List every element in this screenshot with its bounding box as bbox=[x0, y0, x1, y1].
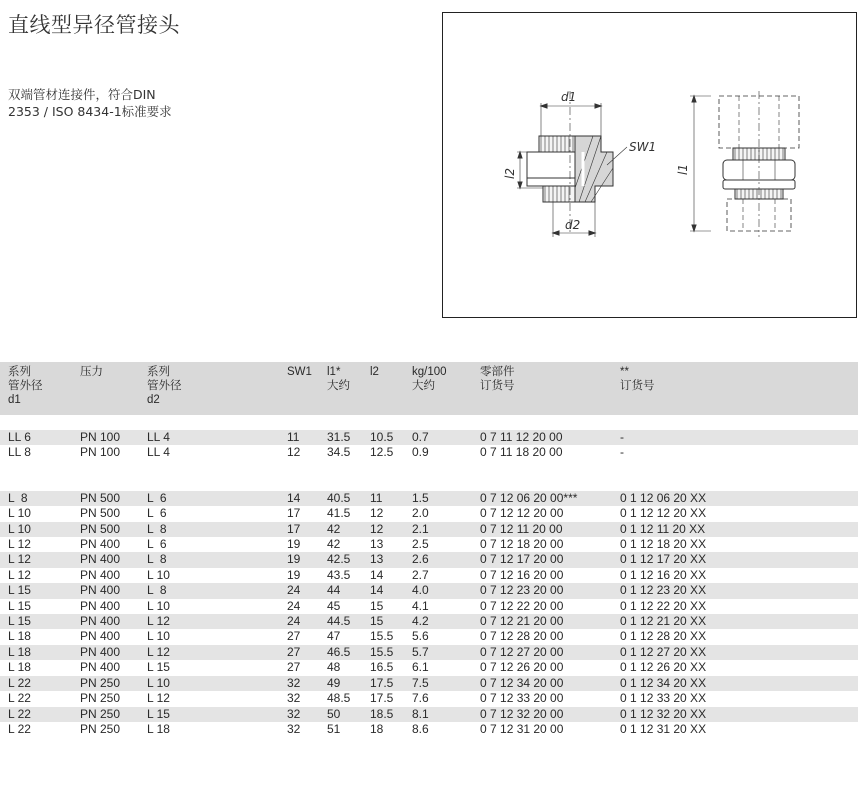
table-cell: 0 1 12 31 20 XX bbox=[620, 721, 707, 736]
table-cell: 2.0 bbox=[412, 506, 429, 521]
label-l1: l1 bbox=[676, 164, 690, 175]
column-header bbox=[620, 362, 858, 415]
table-cell: 0 1 12 06 20 XX bbox=[620, 491, 858, 506]
column-header bbox=[370, 362, 412, 415]
table-cell: 24 bbox=[287, 598, 301, 613]
table-cell: PN 100 bbox=[80, 445, 121, 460]
column-header-line: 管外径 bbox=[8, 380, 43, 392]
column-header-line: l1* bbox=[327, 366, 341, 378]
table-cell: 17.5 bbox=[370, 676, 412, 691]
table-cell: 19 bbox=[287, 567, 301, 582]
table-cell: 0 1 12 26 20 XX bbox=[620, 660, 707, 675]
table-cell: 15.5 bbox=[370, 629, 394, 644]
table-cell: L 12 bbox=[8, 537, 31, 552]
table-cell: PN 400 bbox=[80, 645, 147, 660]
label-l2: l2 bbox=[503, 168, 517, 179]
table-cell: L 22 bbox=[8, 721, 31, 736]
table-cell: 34.5 bbox=[327, 445, 351, 460]
table-cell: 40.5 bbox=[327, 491, 370, 506]
table-cell: PN 250 bbox=[80, 676, 147, 691]
column-header-line: 零部件 bbox=[480, 366, 515, 378]
table-cell: 0 7 12 23 20 00 bbox=[480, 583, 620, 598]
table-cell: 32 bbox=[287, 707, 327, 722]
table-cell: 27 bbox=[287, 629, 301, 644]
table-cell: 4.2 bbox=[412, 614, 480, 629]
table-cell: PN 400 bbox=[80, 567, 121, 582]
table-cell: PN 250 bbox=[80, 707, 147, 722]
table-cell: 46.5 bbox=[327, 645, 370, 660]
column-header-line: 压力 bbox=[80, 366, 103, 378]
column-header-line: SW1 bbox=[287, 366, 312, 378]
table-cell: PN 400 bbox=[80, 552, 147, 567]
table-cell: PN 500 bbox=[80, 506, 121, 521]
table-cell: L 8 bbox=[147, 522, 287, 537]
table-cell: 27 bbox=[287, 660, 301, 675]
table-cell: 12 bbox=[287, 445, 301, 460]
column-header-line: kg/100 bbox=[412, 366, 447, 378]
table-cell: 15.5 bbox=[370, 645, 412, 660]
table-cell: 6.1 bbox=[412, 660, 429, 675]
table-cell: 0 1 12 17 20 XX bbox=[620, 552, 858, 567]
table-cell: 44 bbox=[327, 583, 370, 598]
table-cell: 7.5 bbox=[412, 676, 480, 691]
label-d2: d2 bbox=[565, 218, 581, 232]
table-cell: PN 250 bbox=[80, 721, 121, 736]
table-row bbox=[0, 707, 858, 722]
description-line: 2353 / ISO 8434-1标准要求 bbox=[8, 104, 172, 119]
table-cell: 17 bbox=[287, 506, 301, 521]
table-cell: PN 400 bbox=[80, 660, 121, 675]
table-cell: 0 7 12 33 20 00 bbox=[480, 691, 564, 706]
table-cell: 2.7 bbox=[412, 567, 429, 582]
table-cell: 0 7 12 17 20 00 bbox=[480, 552, 620, 567]
table-cell: PN 400 bbox=[80, 614, 147, 629]
table-cell: L 8 bbox=[147, 552, 287, 567]
table-cell: L 12 bbox=[147, 614, 287, 629]
table-cell: L 18 bbox=[0, 645, 80, 660]
column-header bbox=[412, 362, 480, 415]
table-cell: 27 bbox=[287, 645, 327, 660]
table-cell: PN 400 bbox=[80, 629, 121, 644]
table-cell: 0 7 12 34 20 00 bbox=[480, 676, 620, 691]
table-cell: L 6 bbox=[147, 491, 287, 506]
table-cell: L 10 bbox=[0, 522, 80, 537]
table-cell: 10.5 bbox=[370, 430, 412, 445]
table-cell: PN 250 bbox=[80, 691, 121, 706]
table-cell: 0 7 12 26 20 00 bbox=[480, 660, 564, 675]
table-cell: PN 400 bbox=[80, 583, 147, 598]
parts-table bbox=[0, 362, 858, 737]
table-cell: 42.5 bbox=[327, 552, 370, 567]
column-header-line: 大约 bbox=[412, 380, 435, 392]
table-cell: 0 1 12 33 20 XX bbox=[620, 691, 707, 706]
table-cell: 47 bbox=[327, 629, 341, 644]
table-row bbox=[0, 568, 858, 583]
table-cell: PN 500 bbox=[80, 522, 147, 537]
assembled-view bbox=[676, 91, 799, 237]
column-header-line: 订货号 bbox=[480, 380, 515, 392]
column-header bbox=[327, 362, 370, 415]
table-cell: 14 bbox=[370, 567, 384, 582]
table-cell: 14 bbox=[370, 583, 412, 598]
spacer-row bbox=[0, 476, 858, 491]
column-header-line: d1 bbox=[8, 394, 21, 406]
table-row bbox=[0, 599, 858, 614]
table-cell: 42 bbox=[327, 522, 370, 537]
table-cell: 15 bbox=[370, 614, 412, 629]
table-cell: 0 7 12 31 20 00 bbox=[480, 721, 564, 736]
label-d1: d1 bbox=[561, 90, 577, 104]
table-cell: 2.6 bbox=[412, 552, 480, 567]
table-cell: L 12 bbox=[147, 645, 287, 660]
fitting-drawing-svg bbox=[443, 13, 856, 317]
table-cell: 19 bbox=[287, 537, 301, 552]
table-row bbox=[0, 660, 858, 675]
table-cell: 7.6 bbox=[412, 691, 429, 706]
column-header bbox=[0, 362, 80, 415]
table-cell: L 22 bbox=[8, 691, 31, 706]
table-row bbox=[0, 430, 858, 445]
column-header-line: 系列 bbox=[8, 366, 31, 378]
table-cell: 13 bbox=[370, 552, 412, 567]
table-row bbox=[0, 629, 858, 644]
table-cell: L 15 bbox=[8, 598, 31, 613]
table-row bbox=[0, 537, 858, 552]
product-description bbox=[8, 86, 208, 120]
table-cell: 8.6 bbox=[412, 721, 429, 736]
table-cell: 0 1 12 18 20 XX bbox=[620, 537, 707, 552]
technical-drawing bbox=[442, 12, 857, 318]
table-cell: 0 1 12 34 20 XX bbox=[620, 676, 858, 691]
table-row bbox=[0, 506, 858, 521]
table-cell: L 18 bbox=[8, 660, 31, 675]
table-cell: 2.1 bbox=[412, 522, 480, 537]
table-cell: 14 bbox=[287, 491, 327, 506]
spacer-row bbox=[0, 415, 858, 430]
table-header-row bbox=[0, 362, 858, 415]
table-cell: 45 bbox=[327, 598, 341, 613]
table-cell: PN 500 bbox=[80, 491, 147, 506]
column-header bbox=[287, 362, 327, 415]
table-cell: 0 7 12 06 20 00*** bbox=[480, 491, 620, 506]
table-row bbox=[0, 583, 858, 598]
table-cell: L 12 bbox=[8, 567, 31, 582]
table-cell: L 10 bbox=[147, 598, 170, 613]
table-cell: 48 bbox=[327, 660, 341, 675]
table-cell: L 6 bbox=[147, 506, 167, 521]
table-cell: L 15 bbox=[0, 583, 80, 598]
table-cell: 12.5 bbox=[370, 445, 394, 460]
table-cell: 4.0 bbox=[412, 583, 480, 598]
table-cell: 17 bbox=[287, 522, 327, 537]
table-cell: 1.5 bbox=[412, 491, 480, 506]
table-cell: 32 bbox=[287, 721, 301, 736]
table-cell: 32 bbox=[287, 676, 327, 691]
table-cell: PN 400 bbox=[80, 598, 121, 613]
table-cell: L 10 bbox=[147, 629, 170, 644]
table-cell: LL 8 bbox=[8, 445, 31, 460]
table-cell: 18.5 bbox=[370, 707, 412, 722]
label-sw1: SW1 bbox=[629, 140, 657, 154]
table-cell: L 22 bbox=[0, 676, 80, 691]
table-cell: 0 7 12 11 20 00 bbox=[480, 522, 620, 537]
table-row bbox=[0, 722, 858, 737]
table-cell: 19 bbox=[287, 552, 327, 567]
table-cell: 0 7 12 18 20 00 bbox=[480, 537, 564, 552]
table-cell: 12 bbox=[370, 506, 384, 521]
table-cell: L 6 bbox=[147, 537, 167, 552]
column-header-line: 管外径 bbox=[147, 380, 182, 392]
table-cell: L 10 bbox=[147, 676, 287, 691]
table-cell: 44.5 bbox=[327, 614, 370, 629]
column-header-line: 订货号 bbox=[620, 380, 655, 392]
column-header-line: ** bbox=[620, 366, 629, 378]
table-cell: 43.5 bbox=[327, 567, 351, 582]
table-cell: 5.6 bbox=[412, 629, 429, 644]
table-cell: 0 7 12 28 20 00 bbox=[480, 629, 564, 644]
table-cell: 0.9 bbox=[412, 445, 429, 460]
table-cell: 0 7 12 32 20 00 bbox=[480, 707, 620, 722]
table-cell: 15 bbox=[370, 598, 384, 613]
table-cell: L 12 bbox=[0, 552, 80, 567]
table-cell: 8.1 bbox=[412, 707, 480, 722]
table-cell: 32 bbox=[287, 691, 301, 706]
table-cell: L 8 bbox=[147, 583, 287, 598]
table-cell: 0 7 12 16 20 00 bbox=[480, 567, 564, 582]
table-cell: L 10 bbox=[147, 567, 170, 582]
table-row bbox=[0, 691, 858, 706]
table-cell: 17.5 bbox=[370, 691, 394, 706]
table-cell: L 8 bbox=[0, 491, 80, 506]
table-cell: 13 bbox=[370, 537, 384, 552]
table-cell: 11 bbox=[287, 430, 327, 445]
table-cell: 0 1 12 28 20 XX bbox=[620, 629, 707, 644]
table-cell: 16.5 bbox=[370, 660, 394, 675]
column-header bbox=[80, 362, 147, 415]
table-cell: 0 7 12 21 20 00 bbox=[480, 614, 620, 629]
table-cell: 11 bbox=[370, 491, 412, 506]
table-row bbox=[0, 445, 858, 460]
table-cell: 0.7 bbox=[412, 430, 480, 445]
table-cell: 0 1 12 32 20 XX bbox=[620, 707, 858, 722]
table-cell: L 12 bbox=[147, 691, 170, 706]
table-row bbox=[0, 552, 858, 567]
table-cell: LL 4 bbox=[147, 445, 170, 460]
table-cell: - bbox=[620, 430, 858, 445]
table-cell: L 18 bbox=[8, 629, 31, 644]
table-cell: LL 6 bbox=[0, 430, 80, 445]
table-cell: 0 1 12 22 20 XX bbox=[620, 598, 707, 613]
column-header-line: d2 bbox=[147, 394, 160, 406]
description-line: 双端管材连接件，符合DIN bbox=[8, 87, 156, 102]
column-header-line: 大约 bbox=[327, 380, 350, 392]
table-cell: 51 bbox=[327, 721, 341, 736]
table-cell: PN 400 bbox=[80, 537, 121, 552]
table-cell: - bbox=[620, 445, 624, 460]
table-cell: 49 bbox=[327, 676, 370, 691]
table-cell: 48.5 bbox=[327, 691, 351, 706]
table-cell: PN 100 bbox=[80, 430, 147, 445]
table-cell: 0 1 12 27 20 XX bbox=[620, 645, 858, 660]
table-cell: 4.1 bbox=[412, 598, 429, 613]
table-cell: 0 1 12 16 20 XX bbox=[620, 567, 707, 582]
table-row bbox=[0, 614, 858, 629]
table-cell: 0 7 12 27 20 00 bbox=[480, 645, 620, 660]
table-cell: 0 1 12 11 20 XX bbox=[620, 522, 858, 537]
table-cell: 0 7 12 12 20 00 bbox=[480, 506, 564, 521]
table-cell: 0 1 12 21 20 XX bbox=[620, 614, 858, 629]
table-cell: 0 1 12 23 20 XX bbox=[620, 583, 858, 598]
column-header-line: l2 bbox=[370, 366, 379, 378]
page-title: 直线型异径管接头 bbox=[8, 13, 180, 37]
table-cell: 5.7 bbox=[412, 645, 480, 660]
table-cell: L 15 bbox=[147, 707, 287, 722]
table-cell: L 22 bbox=[0, 707, 80, 722]
column-header-line: 系列 bbox=[147, 366, 170, 378]
table-cell: L 18 bbox=[147, 721, 170, 736]
table-cell: 0 1 12 12 20 XX bbox=[620, 506, 707, 521]
table-cell: 42 bbox=[327, 537, 341, 552]
table-cell: 18 bbox=[370, 721, 384, 736]
table-cell: 0 7 12 22 20 00 bbox=[480, 598, 564, 613]
table-row bbox=[0, 491, 858, 506]
table-cell: 31.5 bbox=[327, 430, 370, 445]
table-cell: 0 7 11 18 20 00 bbox=[480, 445, 563, 460]
table-cell: 24 bbox=[287, 614, 327, 629]
table-row bbox=[0, 676, 858, 691]
column-header bbox=[480, 362, 620, 415]
table-cell: 50 bbox=[327, 707, 370, 722]
table-cell: L 15 bbox=[0, 614, 80, 629]
table-cell: 12 bbox=[370, 522, 412, 537]
column-header bbox=[147, 362, 287, 415]
table-cell: L 15 bbox=[147, 660, 170, 675]
table-cell: 24 bbox=[287, 583, 327, 598]
table-cell: LL 4 bbox=[147, 430, 287, 445]
sectional-view bbox=[503, 90, 656, 237]
table-cell: 0 7 11 12 20 00 bbox=[480, 430, 620, 445]
spacer-row bbox=[0, 461, 858, 476]
table-cell: 41.5 bbox=[327, 506, 351, 521]
table-cell: L 10 bbox=[8, 506, 31, 521]
table-cell: 2.5 bbox=[412, 537, 429, 552]
table-row bbox=[0, 522, 858, 537]
table-row bbox=[0, 645, 858, 660]
